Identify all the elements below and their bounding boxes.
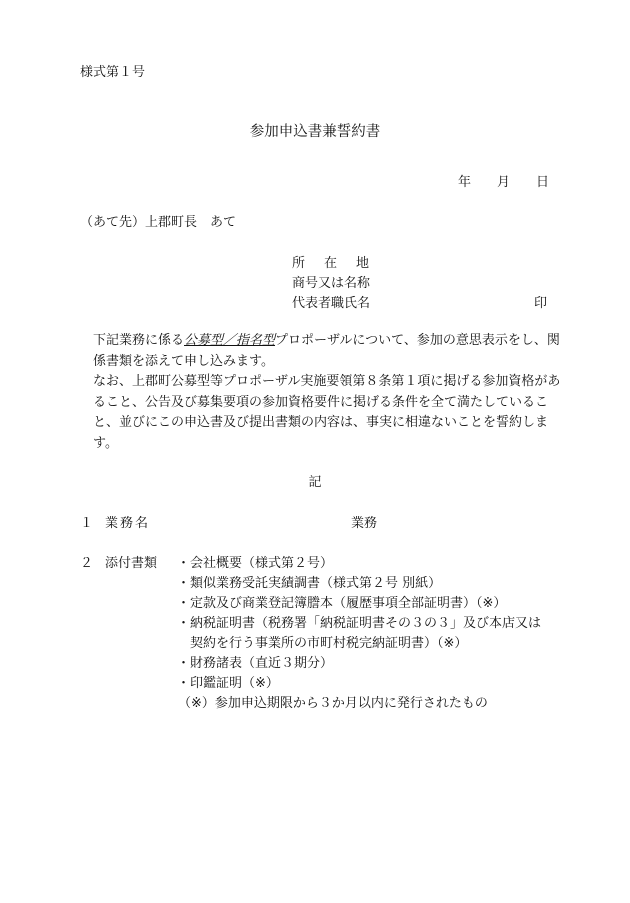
representative-label: 代表者職氏名: [292, 296, 371, 311]
date-day: 日: [536, 175, 550, 190]
attachment-item: ・財務諸表（直近３期分）: [177, 656, 334, 671]
attachment-item: ・定款及び商業登記簿謄本（履歴事項全部証明書）（※）: [177, 596, 507, 611]
item-1-number: １: [80, 516, 94, 531]
date-year: 年: [458, 175, 472, 190]
item-1-value: 業務: [351, 516, 378, 531]
attachment-item: ・納税証明書（税務署「納税証明書その３の３」及び本店又は: [177, 616, 542, 631]
paragraph-application-after: プロポーザルについて、参加の意思表示をし、関係書類を添えて申し込みます。: [93, 333, 560, 369]
attachment-item: ・印鑑証明（※）: [177, 676, 279, 691]
address-label-char: 在: [324, 256, 338, 271]
attachment-item: ・類似業務受託実績調書（様式第２号 別紙）: [177, 576, 442, 591]
addressee: （あて先）上郡町長 あて: [80, 215, 237, 230]
paragraph-application: [80, 331, 563, 372]
attachment-item: 契約を行う事業所の市町村税完納証明書）（※）: [177, 636, 468, 651]
paragraph-pledge: なお、上郡町公募型等プロポーザル実施要領第８条第１項に掲げる参加資格があること、公告及び募集要項の参加資格要件に掲げる条件を全て満たしていること、並びにこの申込書及び提出書類の内容は、事実に相違ないことを誓約します。: [93, 374, 561, 451]
attachment-item: ・会社概要（様式第２号）: [177, 556, 334, 571]
address-label-char: 地: [356, 256, 370, 271]
item-2-number: ２: [80, 556, 94, 571]
date-line: [458, 176, 549, 189]
seal-mark: 印: [534, 296, 548, 311]
attachment-note: （※）参加申込期限から３か月以内に発行されたもの: [178, 696, 488, 711]
company-name-label: 商号又は名称: [292, 276, 371, 291]
date-month: 月: [497, 175, 511, 190]
address-label-char: 所: [292, 256, 306, 271]
item-2-label: 添付書類: [105, 556, 158, 571]
document-title: 参加申込書兼誓約書: [249, 124, 381, 140]
ki-heading: 記: [308, 475, 322, 490]
paragraph-application-before: 下記業務に係る: [93, 333, 185, 348]
form-number: 様式第１号: [80, 65, 146, 80]
item-1-label: 業務名: [105, 516, 151, 531]
proposal-type-emphasis: 公募型／指名型: [184, 333, 276, 348]
address-label: [292, 257, 369, 270]
